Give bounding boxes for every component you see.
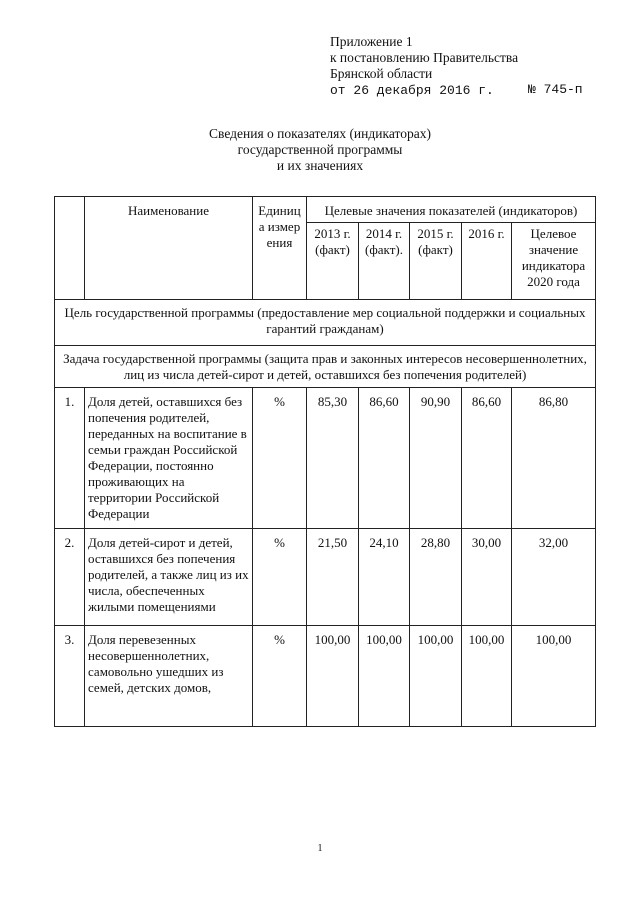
task-text: Задача государственной программы (защита прав и законных интересов несовершеннолетних, лиц из числа детей-сирот и детей, оставшихся без попечения родителей): [55, 346, 596, 388]
row-unit: %: [253, 529, 307, 626]
row-2016: 100,00: [462, 626, 512, 727]
document-title: [0, 126, 640, 174]
row-num: 2.: [55, 529, 85, 626]
appendix-block: [330, 34, 592, 99]
row-2013: 100,00: [307, 626, 359, 727]
page-number: 1: [317, 843, 323, 854]
header-2014: 2014 г. (факт).: [359, 223, 410, 300]
header-unit: Единица измерения: [253, 197, 307, 300]
row-2020: 100,00: [512, 626, 596, 727]
row-num: 3.: [55, 626, 85, 727]
table-row: [55, 388, 596, 529]
row-2014: 100,00: [359, 626, 410, 727]
appendix-number: № 745-п: [528, 82, 583, 97]
row-2014: 86,60: [359, 388, 410, 529]
header-num-cell: [55, 197, 85, 300]
row-unit: %: [253, 388, 307, 529]
task-row: [55, 346, 596, 388]
row-2013: 21,50: [307, 529, 359, 626]
row-2013: 85,30: [307, 388, 359, 529]
header-2013: 2013 г. (факт): [307, 223, 359, 300]
appendix-title: Приложение 1: [330, 34, 413, 49]
goal-row: [55, 300, 596, 346]
row-2015: 28,80: [410, 529, 462, 626]
header-name: Наименование: [85, 197, 253, 300]
row-name: Доля перевезенных несовершеннолетних, самовольно ушедших из семей, детских домов,: [85, 626, 253, 727]
header-target-group: Целевые значения показателей (индикаторов): [307, 197, 596, 223]
row-name: Доля детей, оставшихся без попечения родителей, переданных на воспитание в семьи граждан Российской Федерации, постоянно проживающих на территории Российской Федерации: [85, 388, 253, 529]
appendix-date: от 26 декабря 2016 г.: [330, 83, 494, 98]
row-2015: 90,90: [410, 388, 462, 529]
table-row: [55, 626, 596, 727]
row-2020: 32,00: [512, 529, 596, 626]
row-2015: 100,00: [410, 626, 462, 727]
row-2014: 24,10: [359, 529, 410, 626]
header-row-1: [55, 197, 596, 223]
row-2016: 30,00: [462, 529, 512, 626]
row-num: 1.: [55, 388, 85, 529]
appendix-date-line: [330, 82, 592, 99]
title-line-1: Сведения о показателях (индикаторах): [209, 126, 431, 141]
header-2015: 2015 г. (факт): [410, 223, 462, 300]
appendix-region: Брянской области: [330, 66, 433, 81]
indicators-table: [54, 196, 596, 727]
header-2020: Целевое значение индикатора 2020 года: [512, 223, 596, 300]
table-row: [55, 529, 596, 626]
title-line-2: государственной программы: [237, 142, 403, 157]
header-2016: 2016 г.: [462, 223, 512, 300]
row-2020: 86,80: [512, 388, 596, 529]
row-name: Доля детей-сирот и детей, оставшихся без попечения родителей, а также лиц из их числа, обеспеченных жилыми помещениями: [85, 529, 253, 626]
goal-text: Цель государственной программы (предоставление мер социальной поддержки и социальных гарантий гражданам): [55, 300, 596, 346]
title-line-3: и их значениях: [276, 158, 364, 173]
appendix-resolution: к постановлению Правительства: [330, 50, 519, 65]
row-unit: %: [253, 626, 307, 727]
row-2016: 86,60: [462, 388, 512, 529]
page-bottom-mask: [0, 802, 640, 842]
